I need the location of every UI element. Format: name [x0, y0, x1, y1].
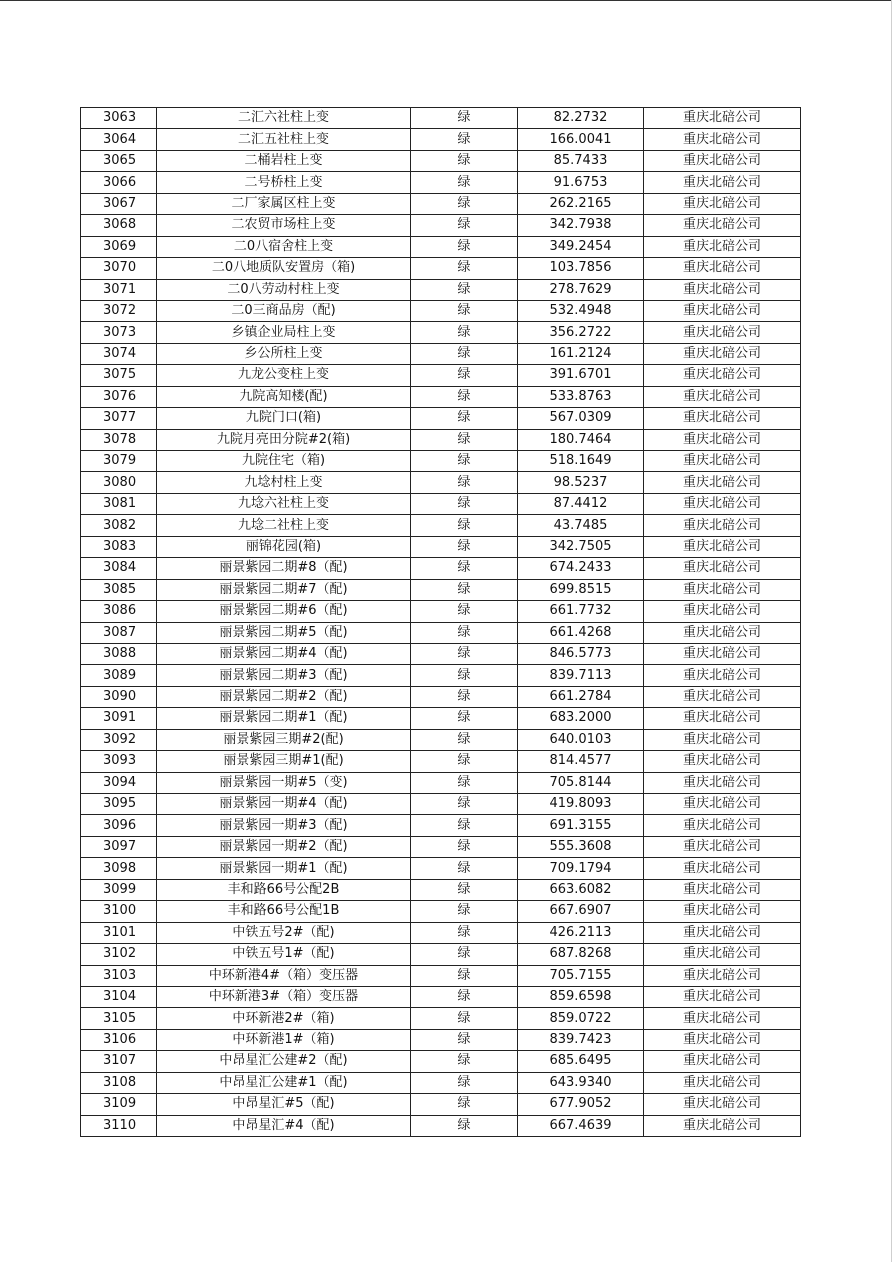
row-id-cell: 3106 — [81, 1029, 157, 1050]
row-id-cell: 3086 — [81, 601, 157, 622]
row-id-cell: 3092 — [81, 729, 157, 750]
row-id-cell: 3063 — [81, 108, 157, 129]
row-name-cell: 二0八宿舍柱上变 — [157, 236, 411, 257]
row-value-cell: 567.0309 — [518, 408, 644, 429]
row-status-cell: 绿 — [411, 1051, 518, 1072]
row-status-cell: 绿 — [411, 879, 518, 900]
row-id-cell: 3075 — [81, 365, 157, 386]
row-name-cell: 丽景紫园二期#5（配) — [157, 622, 411, 643]
row-status-cell: 绿 — [411, 1029, 518, 1050]
row-value-cell: 166.0041 — [518, 129, 644, 150]
row-company-cell: 重庆北碚公司 — [644, 729, 801, 750]
row-status-cell: 绿 — [411, 665, 518, 686]
row-status-cell: 绿 — [411, 343, 518, 364]
row-status-cell: 绿 — [411, 300, 518, 321]
row-status-cell: 绿 — [411, 601, 518, 622]
table-row — [81, 386, 801, 407]
row-status-cell: 绿 — [411, 901, 518, 922]
row-status-cell: 绿 — [411, 579, 518, 600]
row-value-cell: 685.6495 — [518, 1051, 644, 1072]
row-name-cell: 中环新港1#（箱) — [157, 1029, 411, 1050]
row-id-cell: 3110 — [81, 1115, 157, 1136]
row-id-cell: 3085 — [81, 579, 157, 600]
row-id-cell: 3064 — [81, 129, 157, 150]
table-row — [81, 236, 801, 257]
table-row — [81, 708, 801, 729]
table-row — [81, 515, 801, 536]
row-status-cell: 绿 — [411, 408, 518, 429]
row-value-cell: 661.2784 — [518, 686, 644, 707]
row-value-cell: 532.4948 — [518, 300, 644, 321]
row-id-cell: 3095 — [81, 794, 157, 815]
row-value-cell: 814.4577 — [518, 751, 644, 772]
row-value-cell: 91.6753 — [518, 172, 644, 193]
row-value-cell: 426.2113 — [518, 922, 644, 943]
row-id-cell: 3071 — [81, 279, 157, 300]
row-name-cell: 丽景紫园三期#1(配) — [157, 751, 411, 772]
row-company-cell: 重庆北碚公司 — [644, 429, 801, 450]
row-company-cell: 重庆北碚公司 — [644, 901, 801, 922]
row-status-cell: 绿 — [411, 794, 518, 815]
row-company-cell: 重庆北碚公司 — [644, 386, 801, 407]
row-status-cell: 绿 — [411, 965, 518, 986]
row-company-cell: 重庆北碚公司 — [644, 472, 801, 493]
table-row — [81, 665, 801, 686]
row-value-cell: 518.1649 — [518, 451, 644, 472]
row-status-cell: 绿 — [411, 1072, 518, 1093]
data-table-container — [80, 107, 800, 1137]
row-company-cell: 重庆北碚公司 — [644, 258, 801, 279]
table-row — [81, 643, 801, 664]
table-row — [81, 1115, 801, 1136]
row-id-cell: 3089 — [81, 665, 157, 686]
row-name-cell: 丽景紫园一期#3（配) — [157, 815, 411, 836]
row-company-cell: 重庆北碚公司 — [644, 1051, 801, 1072]
row-name-cell: 中昂星汇公建#2（配) — [157, 1051, 411, 1072]
row-value-cell: 533.8763 — [518, 386, 644, 407]
row-status-cell: 绿 — [411, 944, 518, 965]
row-company-cell: 重庆北碚公司 — [644, 129, 801, 150]
table-body — [81, 108, 801, 1137]
row-company-cell: 重庆北碚公司 — [644, 622, 801, 643]
row-value-cell: 342.7938 — [518, 215, 644, 236]
table-row — [81, 408, 801, 429]
row-id-cell: 3076 — [81, 386, 157, 407]
row-value-cell: 691.3155 — [518, 815, 644, 836]
row-company-cell: 重庆北碚公司 — [644, 794, 801, 815]
table-row — [81, 622, 801, 643]
table-row — [81, 365, 801, 386]
row-status-cell: 绿 — [411, 215, 518, 236]
row-id-cell: 3068 — [81, 215, 157, 236]
row-id-cell: 3065 — [81, 150, 157, 171]
row-value-cell: 661.4268 — [518, 622, 644, 643]
row-value-cell: 391.6701 — [518, 365, 644, 386]
row-company-cell: 重庆北碚公司 — [644, 1029, 801, 1050]
row-name-cell: 中铁五号1#（配) — [157, 944, 411, 965]
row-id-cell: 3103 — [81, 965, 157, 986]
row-status-cell: 绿 — [411, 729, 518, 750]
row-name-cell: 丰和路66号公配2B — [157, 879, 411, 900]
table-row — [81, 751, 801, 772]
row-id-cell: 3097 — [81, 836, 157, 857]
row-company-cell: 重庆北碚公司 — [644, 493, 801, 514]
row-id-cell: 3084 — [81, 558, 157, 579]
row-name-cell: 中环新港2#（箱) — [157, 1008, 411, 1029]
table-row — [81, 1051, 801, 1072]
row-status-cell: 绿 — [411, 451, 518, 472]
row-id-cell: 3066 — [81, 172, 157, 193]
row-company-cell: 重庆北碚公司 — [644, 236, 801, 257]
row-status-cell: 绿 — [411, 472, 518, 493]
row-id-cell: 3078 — [81, 429, 157, 450]
row-company-cell: 重庆北碚公司 — [644, 279, 801, 300]
row-status-cell: 绿 — [411, 558, 518, 579]
row-status-cell: 绿 — [411, 150, 518, 171]
row-name-cell: 九院住宅（箱) — [157, 451, 411, 472]
row-status-cell: 绿 — [411, 622, 518, 643]
row-status-cell: 绿 — [411, 751, 518, 772]
row-value-cell: 356.2722 — [518, 322, 644, 343]
transformer-table — [80, 107, 801, 1137]
row-company-cell: 重庆北碚公司 — [644, 150, 801, 171]
table-row — [81, 150, 801, 171]
row-name-cell: 九埝二社柱上变 — [157, 515, 411, 536]
row-company-cell: 重庆北碚公司 — [644, 772, 801, 793]
row-company-cell: 重庆北碚公司 — [644, 922, 801, 943]
row-company-cell: 重庆北碚公司 — [644, 193, 801, 214]
row-company-cell: 重庆北碚公司 — [644, 686, 801, 707]
row-id-cell: 3091 — [81, 708, 157, 729]
row-status-cell: 绿 — [411, 108, 518, 129]
row-company-cell: 重庆北碚公司 — [644, 300, 801, 321]
table-row — [81, 879, 801, 900]
row-company-cell: 重庆北碚公司 — [644, 965, 801, 986]
row-name-cell: 中铁五号2#（配) — [157, 922, 411, 943]
row-name-cell: 丽景紫园一期#5（变) — [157, 772, 411, 793]
row-status-cell: 绿 — [411, 1008, 518, 1029]
row-name-cell: 二0八地质队安置房（箱) — [157, 258, 411, 279]
row-company-cell: 重庆北碚公司 — [644, 579, 801, 600]
row-name-cell: 丽景紫园二期#1（配) — [157, 708, 411, 729]
row-company-cell: 重庆北碚公司 — [644, 1008, 801, 1029]
row-id-cell: 3104 — [81, 986, 157, 1007]
row-status-cell: 绿 — [411, 515, 518, 536]
row-name-cell: 二农贸市场柱上变 — [157, 215, 411, 236]
table-row — [81, 815, 801, 836]
row-id-cell: 3099 — [81, 879, 157, 900]
row-status-cell: 绿 — [411, 322, 518, 343]
row-value-cell: 342.7505 — [518, 536, 644, 557]
row-id-cell: 3094 — [81, 772, 157, 793]
row-status-cell: 绿 — [411, 429, 518, 450]
row-name-cell: 丽景紫园二期#8（配) — [157, 558, 411, 579]
row-id-cell: 3087 — [81, 622, 157, 643]
row-value-cell: 705.8144 — [518, 772, 644, 793]
row-name-cell: 丽景紫园二期#7（配) — [157, 579, 411, 600]
row-name-cell: 乡镇企业局柱上变 — [157, 322, 411, 343]
table-row — [81, 579, 801, 600]
row-company-cell: 重庆北碚公司 — [644, 836, 801, 857]
table-row — [81, 343, 801, 364]
row-status-cell: 绿 — [411, 279, 518, 300]
row-value-cell: 667.6907 — [518, 901, 644, 922]
table-row — [81, 986, 801, 1007]
row-name-cell: 二桶岩柱上变 — [157, 150, 411, 171]
row-value-cell: 278.7629 — [518, 279, 644, 300]
row-value-cell: 667.4639 — [518, 1115, 644, 1136]
row-value-cell: 555.3608 — [518, 836, 644, 857]
table-row — [81, 601, 801, 622]
row-company-cell: 重庆北碚公司 — [644, 858, 801, 879]
row-id-cell: 3083 — [81, 536, 157, 557]
row-value-cell: 87.4412 — [518, 493, 644, 514]
row-name-cell: 九院门口(箱) — [157, 408, 411, 429]
row-id-cell: 3093 — [81, 751, 157, 772]
row-company-cell: 重庆北碚公司 — [644, 322, 801, 343]
row-company-cell: 重庆北碚公司 — [644, 365, 801, 386]
row-status-cell: 绿 — [411, 536, 518, 557]
row-status-cell: 绿 — [411, 236, 518, 257]
row-value-cell: 859.0722 — [518, 1008, 644, 1029]
row-name-cell: 九院月亮田分院#2(箱) — [157, 429, 411, 450]
table-row — [81, 729, 801, 750]
row-company-cell: 重庆北碚公司 — [644, 343, 801, 364]
row-id-cell: 3107 — [81, 1051, 157, 1072]
row-status-cell: 绿 — [411, 193, 518, 214]
row-company-cell: 重庆北碚公司 — [644, 643, 801, 664]
table-row — [81, 322, 801, 343]
row-name-cell: 九埝村柱上变 — [157, 472, 411, 493]
row-name-cell: 九院高知楼(配) — [157, 386, 411, 407]
row-value-cell: 98.5237 — [518, 472, 644, 493]
table-row — [81, 965, 801, 986]
row-id-cell: 3088 — [81, 643, 157, 664]
table-row — [81, 686, 801, 707]
row-status-cell: 绿 — [411, 986, 518, 1007]
row-id-cell: 3080 — [81, 472, 157, 493]
table-row — [81, 129, 801, 150]
row-status-cell: 绿 — [411, 1115, 518, 1136]
table-row — [81, 944, 801, 965]
row-name-cell: 九埝六社柱上变 — [157, 493, 411, 514]
row-company-cell: 重庆北碚公司 — [644, 515, 801, 536]
table-row — [81, 258, 801, 279]
row-value-cell: 846.5773 — [518, 643, 644, 664]
row-value-cell: 677.9052 — [518, 1094, 644, 1115]
row-name-cell: 二汇五社柱上变 — [157, 129, 411, 150]
row-value-cell: 709.1794 — [518, 858, 644, 879]
row-name-cell: 中昂星汇公建#1（配) — [157, 1072, 411, 1093]
row-name-cell: 乡公所柱上变 — [157, 343, 411, 364]
table-row — [81, 300, 801, 321]
table-row — [81, 536, 801, 557]
row-value-cell: 705.7155 — [518, 965, 644, 986]
row-company-cell: 重庆北碚公司 — [644, 879, 801, 900]
row-company-cell: 重庆北碚公司 — [644, 986, 801, 1007]
row-company-cell: 重庆北碚公司 — [644, 1094, 801, 1115]
row-status-cell: 绿 — [411, 493, 518, 514]
row-value-cell: 640.0103 — [518, 729, 644, 750]
row-name-cell: 中环新港4#（箱）变压器 — [157, 965, 411, 986]
row-status-cell: 绿 — [411, 365, 518, 386]
row-value-cell: 262.2165 — [518, 193, 644, 214]
row-id-cell: 3067 — [81, 193, 157, 214]
row-company-cell: 重庆北碚公司 — [644, 1115, 801, 1136]
row-value-cell: 839.7423 — [518, 1029, 644, 1050]
row-name-cell: 丽景紫园一期#2（配) — [157, 836, 411, 857]
row-id-cell: 3105 — [81, 1008, 157, 1029]
row-value-cell: 839.7113 — [518, 665, 644, 686]
table-row — [81, 558, 801, 579]
row-id-cell: 3101 — [81, 922, 157, 943]
row-name-cell: 中昂星汇#5（配) — [157, 1094, 411, 1115]
row-value-cell: 43.7485 — [518, 515, 644, 536]
table-row — [81, 1094, 801, 1115]
row-status-cell: 绿 — [411, 815, 518, 836]
table-row — [81, 172, 801, 193]
row-id-cell: 3073 — [81, 322, 157, 343]
row-status-cell: 绿 — [411, 1094, 518, 1115]
row-status-cell: 绿 — [411, 686, 518, 707]
row-company-cell: 重庆北碚公司 — [644, 215, 801, 236]
row-id-cell: 3074 — [81, 343, 157, 364]
table-row — [81, 451, 801, 472]
row-id-cell: 3098 — [81, 858, 157, 879]
row-value-cell: 699.8515 — [518, 579, 644, 600]
row-id-cell: 3109 — [81, 1094, 157, 1115]
row-id-cell: 3082 — [81, 515, 157, 536]
row-status-cell: 绿 — [411, 129, 518, 150]
table-row — [81, 429, 801, 450]
row-company-cell: 重庆北碚公司 — [644, 751, 801, 772]
table-row — [81, 108, 801, 129]
row-status-cell: 绿 — [411, 772, 518, 793]
row-name-cell: 丽景紫园三期#2(配) — [157, 729, 411, 750]
row-name-cell: 丽景紫园二期#6（配) — [157, 601, 411, 622]
row-value-cell: 643.9340 — [518, 1072, 644, 1093]
table-row — [81, 279, 801, 300]
row-name-cell: 二0八劳动村柱上变 — [157, 279, 411, 300]
table-row — [81, 836, 801, 857]
row-id-cell: 3077 — [81, 408, 157, 429]
row-value-cell: 161.2124 — [518, 343, 644, 364]
row-value-cell: 85.7433 — [518, 150, 644, 171]
row-status-cell: 绿 — [411, 258, 518, 279]
row-name-cell: 二0三商品房（配) — [157, 300, 411, 321]
table-row — [81, 193, 801, 214]
table-row — [81, 794, 801, 815]
row-name-cell: 中环新港3#（箱）变压器 — [157, 986, 411, 1007]
table-row — [81, 922, 801, 943]
row-company-cell: 重庆北碚公司 — [644, 1072, 801, 1093]
row-company-cell: 重庆北碚公司 — [644, 536, 801, 557]
row-id-cell: 3079 — [81, 451, 157, 472]
table-row — [81, 1072, 801, 1093]
row-status-cell: 绿 — [411, 172, 518, 193]
row-value-cell: 674.2433 — [518, 558, 644, 579]
row-id-cell: 3081 — [81, 493, 157, 514]
row-name-cell: 丰和路66号公配1B — [157, 901, 411, 922]
row-value-cell: 687.8268 — [518, 944, 644, 965]
row-company-cell: 重庆北碚公司 — [644, 172, 801, 193]
row-id-cell: 3100 — [81, 901, 157, 922]
table-row — [81, 772, 801, 793]
row-id-cell: 3072 — [81, 300, 157, 321]
row-value-cell: 683.2000 — [518, 708, 644, 729]
row-company-cell: 重庆北碚公司 — [644, 708, 801, 729]
row-value-cell: 419.8093 — [518, 794, 644, 815]
row-value-cell: 859.6598 — [518, 986, 644, 1007]
row-company-cell: 重庆北碚公司 — [644, 408, 801, 429]
table-row — [81, 493, 801, 514]
row-name-cell: 丽景紫园一期#1（配) — [157, 858, 411, 879]
table-row — [81, 1029, 801, 1050]
row-name-cell: 二汇六社柱上变 — [157, 108, 411, 129]
table-row — [81, 215, 801, 236]
table-row — [81, 1008, 801, 1029]
row-id-cell: 3096 — [81, 815, 157, 836]
row-company-cell: 重庆北碚公司 — [644, 815, 801, 836]
row-id-cell: 3070 — [81, 258, 157, 279]
row-name-cell: 中昂星汇#4（配) — [157, 1115, 411, 1136]
row-status-cell: 绿 — [411, 386, 518, 407]
row-value-cell: 661.7732 — [518, 601, 644, 622]
row-company-cell: 重庆北碚公司 — [644, 108, 801, 129]
row-company-cell: 重庆北碚公司 — [644, 944, 801, 965]
row-company-cell: 重庆北碚公司 — [644, 558, 801, 579]
row-status-cell: 绿 — [411, 643, 518, 664]
table-row — [81, 472, 801, 493]
row-status-cell: 绿 — [411, 922, 518, 943]
page-top-border — [0, 0, 892, 1]
row-status-cell: 绿 — [411, 858, 518, 879]
table-row — [81, 901, 801, 922]
row-id-cell: 3102 — [81, 944, 157, 965]
row-id-cell: 3090 — [81, 686, 157, 707]
row-id-cell: 3069 — [81, 236, 157, 257]
table-row — [81, 858, 801, 879]
row-name-cell: 丽锦花园(箱) — [157, 536, 411, 557]
row-name-cell: 丽景紫园一期#4（配) — [157, 794, 411, 815]
row-name-cell: 丽景紫园二期#2（配) — [157, 686, 411, 707]
row-value-cell: 180.7464 — [518, 429, 644, 450]
row-name-cell: 丽景紫园二期#4（配) — [157, 643, 411, 664]
row-name-cell: 丽景紫园二期#3（配) — [157, 665, 411, 686]
row-status-cell: 绿 — [411, 836, 518, 857]
row-company-cell: 重庆北碚公司 — [644, 665, 801, 686]
row-company-cell: 重庆北碚公司 — [644, 451, 801, 472]
row-id-cell: 3108 — [81, 1072, 157, 1093]
row-name-cell: 九龙公变柱上变 — [157, 365, 411, 386]
row-name-cell: 二号桥柱上变 — [157, 172, 411, 193]
row-name-cell: 二厂家属区柱上变 — [157, 193, 411, 214]
row-value-cell: 82.2732 — [518, 108, 644, 129]
row-status-cell: 绿 — [411, 708, 518, 729]
row-company-cell: 重庆北碚公司 — [644, 601, 801, 622]
row-value-cell: 663.6082 — [518, 879, 644, 900]
row-value-cell: 349.2454 — [518, 236, 644, 257]
row-value-cell: 103.7856 — [518, 258, 644, 279]
